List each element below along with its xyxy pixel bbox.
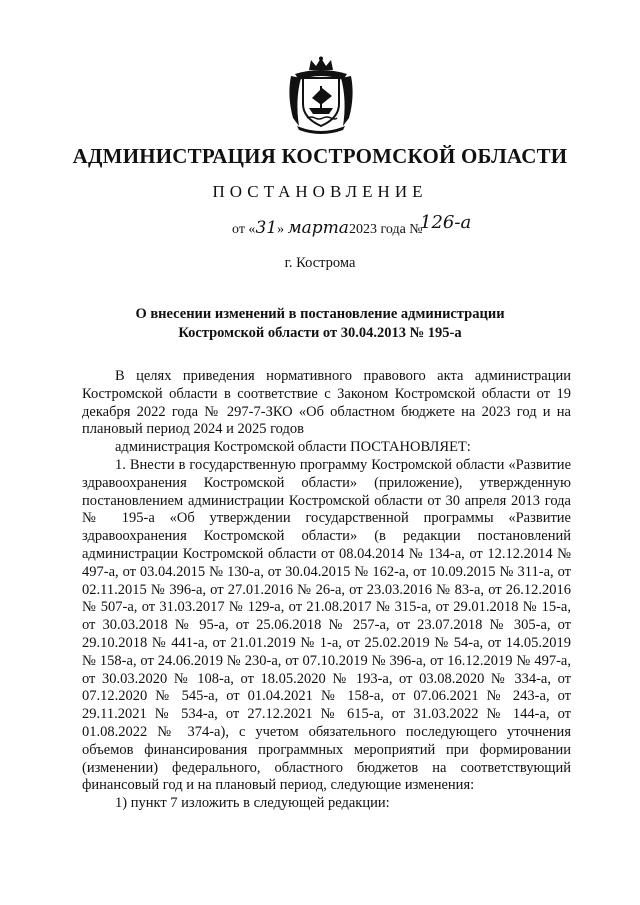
organization-title: АДМИНИСТРАЦИЯ КОСТРОМСКОЙ ОБЛАСТИ [72, 144, 568, 168]
document-type: ПОСТАНОВЛЕНИЕ [212, 182, 428, 201]
document-body [82, 368, 571, 813]
date-month-handwritten: марта [287, 218, 349, 238]
date-prefix: от « [232, 222, 256, 237]
document-number-handwritten: 126-а [420, 212, 472, 233]
resolves-paragraph: администрация Костромской области ПОСТАНОВЛЯЕТ: [115, 439, 471, 456]
date-day-handwritten: 31 [255, 218, 278, 238]
document-subject [110, 305, 530, 343]
city: г. Кострома [284, 255, 356, 271]
subject-line-2: Костромской области от 30.04.2013 № 195-а [178, 325, 462, 341]
item-1-paragraph: 1. Внести в государственную программу Костромской области «Развитие здравоохранения Костромской области» (приложение), утвержденную постановлением администрации Костромской области от 30 апреля 2013 года № 195-а «Об утверждении государственной программы «Развитие здравоохранения Костромской области» (в редакции постановлений администрации Костромской области от 08.04.2014 № 134-а, от 12.12.2014 № 497-а, от 03.04.2015 № 130-а, от 30.04.2015 № 162-а, от 10.09.2015 № 311-а, от 02.11.2015 № 396-а, от 27.01.2016 № 26-а, от 23.03.2016 № 83-а, от 26.12.2016 № 507-а, от 31.03.2017 № 129-а, от 21.08.2017 № 315-а, от 29.01.2018 № 15-а, от 30.03.2018 № 95-а, от 25.06.2018 № 257-а, от 23.07.2018 № 305-а, от 29.10.2018 № 441-а, от 21.01.2019 № 1-а, от 25.02.2019 № 54-а, от 14.05.2019 № 158-а, от 24.06.2019 № 230-а, от 07.10.2019 № 396-а, от 16.12.2019 № 497-а, от 30.03.2020 № 108-а, от 18.05.2020 № 193-а, от 03.08.2020 № 334-а, от 07.12.2020 № 545-а, от 01.04.2021 № 158-а, от 07.06.2021 № 243-а, от 29.11.2021 № 534-а, от 27.12.2021 № 615-а, от 31.03.2022 № 144-а, от 01.08.2022 № 374-а), с учетом обязательного последующего уточнения объемов финансирования программных мероприятий при формировании (изменении) федерального, областного бюджетов на соответствующий финансовый год и на плановый период, следующие изменения: [82, 456, 571, 794]
coat-of-arms-icon [285, 56, 357, 134]
subject-line-1: О внесении изменений в постановление администрации [135, 306, 505, 322]
date-mid: » [277, 222, 285, 237]
subitem-1-paragraph: 1) пункт 7 изложить в следующей редакции: [115, 795, 390, 812]
preamble-paragraph: В целях приведения нормативного правового акта администрации Костромской области в соответствие с Законом Костромской области от 19 декабря 2022 года № 297-7-ЗКО «Об областном бюджете на 2023 год и на плановый период 2024 и 2025 годов [82, 368, 571, 438]
date-year: 2023 года № [348, 222, 423, 237]
date-line [232, 218, 423, 238]
